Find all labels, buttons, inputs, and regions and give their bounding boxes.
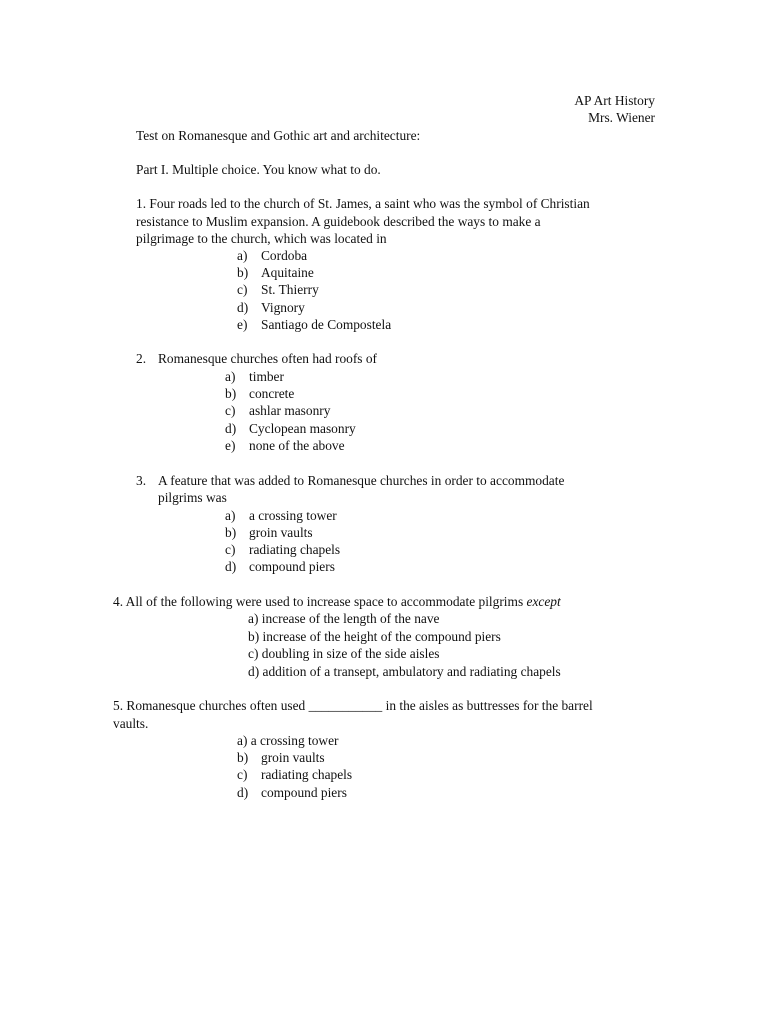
option-letter: e) xyxy=(237,317,248,332)
option-text: radiating chapels xyxy=(249,542,341,557)
option-letter: c) xyxy=(225,542,236,557)
option-text: timber xyxy=(249,369,284,384)
option-text: radiating chapels xyxy=(261,767,353,782)
option-text: compound piers xyxy=(249,559,335,574)
option-letter: b) xyxy=(237,750,249,765)
question-3-line-2: pilgrims was xyxy=(158,490,227,505)
option-letter: d) xyxy=(237,300,249,315)
question-2-option-b xyxy=(225,385,294,402)
question-5-option-d xyxy=(237,784,347,801)
question-4-option-c: c) doubling in size of the side aisles xyxy=(248,646,440,661)
question-1-option-d xyxy=(237,299,305,316)
option-text: St. Thierry xyxy=(261,282,319,297)
question-4-stem: 4. All of the following were used to increase space to accommodate pilgrims xyxy=(113,594,524,609)
option-letter: d) xyxy=(225,559,237,574)
option-text: Cyclopean masonry xyxy=(249,421,356,436)
option-text: ashlar masonry xyxy=(249,403,331,418)
question-1-option-e xyxy=(237,316,391,333)
option-letter: b) xyxy=(225,386,237,401)
question-1-option-c xyxy=(237,281,319,298)
question-1-line-2: resistance to Muslim expansion. A guidebook described the ways to make a xyxy=(136,214,541,229)
question-4-option-a: a) increase of the length of the nave xyxy=(248,611,440,626)
option-letter: a) xyxy=(225,369,236,384)
question-5-option-c xyxy=(237,766,352,783)
question-1-line-3: pilgrimage to the church, which was located in xyxy=(136,231,387,246)
question-1-line-1: 1. Four roads led to the church of St. James, a saint who was the symbol of Christian xyxy=(136,196,590,211)
question-5-line-1: 5. Romanesque churches often used ___________ in the aisles as buttresses for the barrel xyxy=(113,698,593,713)
question-2-option-c xyxy=(225,402,330,419)
option-text: Vignory xyxy=(261,300,305,315)
option-letter: d) xyxy=(225,421,237,436)
option-text: compound piers xyxy=(261,785,347,800)
question-1-option-b xyxy=(237,264,314,281)
question-5-option-b xyxy=(237,749,325,766)
question-5-option-a: a) a crossing tower xyxy=(237,733,339,748)
question-2-option-a xyxy=(225,368,284,385)
option-letter: b) xyxy=(225,525,237,540)
option-letter: c) xyxy=(225,403,236,418)
option-text: none of the above xyxy=(249,438,345,453)
question-1-option-a xyxy=(237,247,307,264)
question-3-option-a xyxy=(225,507,337,524)
option-letter: b) xyxy=(237,265,249,280)
option-text: groin vaults xyxy=(249,525,313,540)
question-3-option-b xyxy=(225,524,313,541)
question-5-line-2: vaults. xyxy=(113,716,149,731)
question-4-emphasis: except xyxy=(526,594,561,609)
option-text: groin vaults xyxy=(261,750,325,765)
question-2-option-d xyxy=(225,420,356,437)
option-letter: a) xyxy=(237,248,248,263)
part-one-intro: Part I. Multiple choice. You know what to do. xyxy=(136,162,381,177)
option-letter: d) xyxy=(237,785,249,800)
question-2-option-e xyxy=(225,437,345,454)
test-title: Test on Romanesque and Gothic art and architecture: xyxy=(136,128,421,143)
option-text: Aquitaine xyxy=(261,265,314,280)
course-name: AP Art History xyxy=(574,93,655,108)
question-2-text: Romanesque churches often had roofs of xyxy=(158,351,378,366)
option-letter: a) xyxy=(225,508,236,523)
option-letter: c) xyxy=(237,282,248,297)
option-text: concrete xyxy=(249,386,295,401)
teacher-name: Mrs. Wiener xyxy=(588,110,655,125)
question-4-option-b: b) increase of the height of the compound piers xyxy=(248,629,501,644)
question-4-option-d: d) addition of a transept, ambulatory and radiating chapels xyxy=(248,664,561,679)
question-3-line-1: A feature that was added to Romanesque churches in order to accommodate xyxy=(158,473,565,488)
option-text: Cordoba xyxy=(261,248,308,263)
option-letter: c) xyxy=(237,767,248,782)
option-text: a crossing tower xyxy=(249,508,337,523)
option-text: Santiago de Compostela xyxy=(261,317,392,332)
question-3-option-d xyxy=(225,558,335,575)
question-2-number: 2. xyxy=(136,351,147,366)
question-4-text xyxy=(113,593,561,610)
option-letter: e) xyxy=(225,438,236,453)
question-3-option-c xyxy=(225,541,340,558)
question-3-number: 3. xyxy=(136,473,147,488)
